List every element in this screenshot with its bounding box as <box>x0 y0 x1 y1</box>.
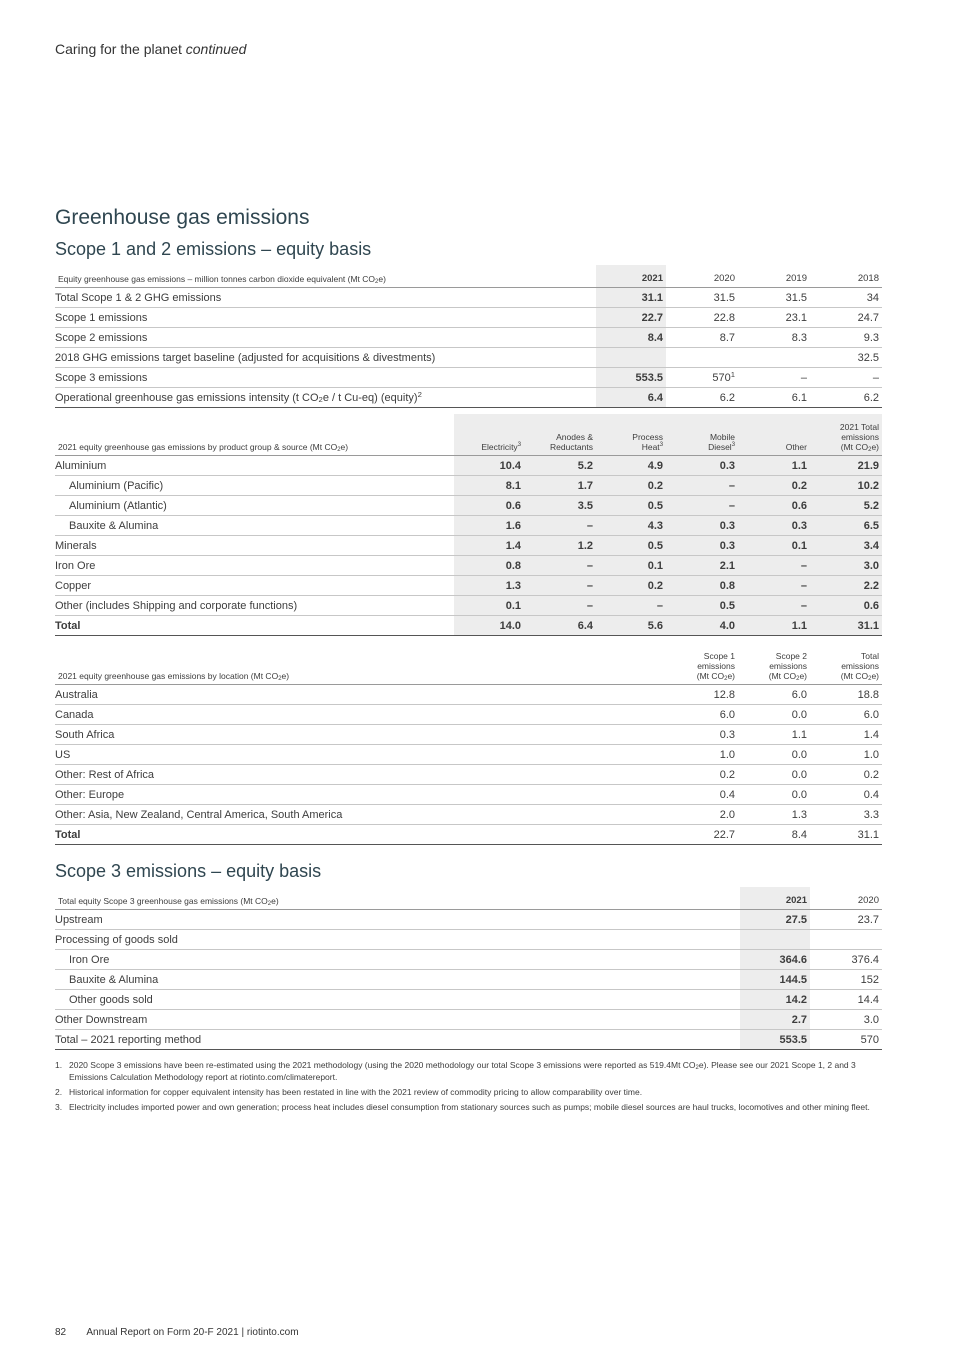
column-header: Anodes & Reductants <box>524 414 596 456</box>
report-title: Annual Report on Form 20-F 2021 <box>86 1327 239 1338</box>
table-row: Iron Ore 0.8 – 0.1 2.1 – 3.0 <box>55 556 882 576</box>
table-row: Aluminium 10.4 5.2 4.9 0.3 1.1 21.9 <box>55 456 882 476</box>
table-header-row <box>55 265 882 288</box>
table-header-row <box>55 643 882 685</box>
table-header-row <box>55 414 882 456</box>
table-row: Bauxite & Alumina 144.5 152 <box>55 970 882 990</box>
table-row: Processing of goods sold <box>55 930 882 950</box>
main-heading: Greenhouse gas emissions <box>55 206 310 229</box>
table-row: Iron Ore 364.6 376.4 <box>55 950 882 970</box>
table-row: Copper 1.3 – 0.2 0.8 – 2.2 <box>55 576 882 596</box>
table-header-row <box>55 887 882 910</box>
table-caption: Equity greenhouse gas emissions – million tonnes carbon dioxide equivalent (Mt $CO_2e$) <box>55 265 596 288</box>
table-row: Aluminium (Pacific) 8.1 1.7 0.2 – 0.2 10.2 <box>55 476 882 496</box>
column-header: Other <box>738 414 810 456</box>
scope3-heading: Scope 3 emissions – equity basis <box>55 861 322 881</box>
year-header: 2021 <box>740 887 810 910</box>
table-row: Scope 3 emissions 553.5 $570^1$ – – <box>55 368 882 388</box>
scope12-table <box>55 265 882 408</box>
table-row: Other goods sold 14.2 14.4 <box>55 990 882 1010</box>
table-row: Upstream 27.5 23.7 <box>55 910 882 930</box>
table-row: Other: Rest of Africa 0.2 0.0 0.2 <box>55 765 882 785</box>
footnote: 3. Electricity includes imported power and own generation; process heat includes diesel consumption from stationary sources such as pumps; mobile diesel sources are haul trucks, locomotives and other mining fleet. <box>55 1102 870 1112</box>
table-row: Operational greenhouse gas emissions intensity (t $CO_2e$ / t Cu-eq) (equity)$^2$ 6.4 6.2 6.1 6.2 <box>55 388 882 408</box>
column-header: 2021 Total emissions (Mt $CO_2e$) <box>810 414 882 456</box>
page-footer <box>55 1327 299 1338</box>
table-row: 2018 GHG emissions target baseline (adjusted for acquisitions & divestments) 32.5 <box>55 348 882 368</box>
table-caption: 2021 equity greenhouse gas emissions by location (Mt $CO_2e$) <box>55 643 668 685</box>
table-row: Minerals 1.4 1.2 0.5 0.3 0.1 3.4 <box>55 536 882 556</box>
page-number: 82 <box>55 1327 67 1338</box>
location-table <box>55 643 882 845</box>
table-row: Total Scope 1 & 2 GHG emissions 31.1 31.5 31.5 34 <box>55 288 882 308</box>
year-header: 2018 <box>810 265 882 288</box>
product-group-table <box>55 414 882 636</box>
table-row: Other: Asia, New Zealand, Central America, South America 2.0 1.3 3.3 <box>55 805 882 825</box>
footnotes <box>55 1059 882 1116</box>
footer-separator: | <box>241 1327 245 1338</box>
column-header: Total emissions (Mt $CO_2e$) <box>810 643 882 685</box>
scope12-heading: Scope 1 and 2 emissions – equity basis <box>55 239 372 259</box>
table-row: Australia 12.8 6.0 18.8 <box>55 685 882 705</box>
table-row: Other: Europe 0.4 0.0 0.4 <box>55 785 882 805</box>
table-row: Bauxite & Alumina 1.6 – 4.3 0.3 0.3 6.5 <box>55 516 882 536</box>
year-header: 2020 <box>810 887 882 910</box>
table-caption: Total equity Scope 3 greenhouse gas emissions (Mt $CO_2e$) <box>55 887 740 910</box>
page-header <box>55 41 246 57</box>
table-caption: 2021 equity greenhouse gas emissions by product group & source (Mt $CO_2e$) <box>55 414 454 456</box>
table-total-row: Total – 2021 reporting method 553.5 570 <box>55 1030 882 1050</box>
table-row: US 1.0 0.0 1.0 <box>55 745 882 765</box>
year-header: 2021 <box>596 265 666 288</box>
year-header: 2019 <box>738 265 810 288</box>
table-row: Aluminium (Atlantic) 0.6 3.5 0.5 – 0.6 5.2 <box>55 496 882 516</box>
table-row: Other (includes Shipping and corporate functions) 0.1 – – 0.5 – 0.6 <box>55 596 882 616</box>
table-row: South Africa 0.3 1.1 1.4 <box>55 725 882 745</box>
year-header: 2020 <box>666 265 738 288</box>
table-row: Scope 2 emissions 8.4 8.7 8.3 9.3 <box>55 328 882 348</box>
table-row: Other Downstream 2.7 3.0 <box>55 1010 882 1030</box>
section-title-suffix: continued <box>185 41 247 57</box>
column-header: Scope 2 emissions (Mt $CO_2e$) <box>738 643 810 685</box>
table-total-row: Total 14.0 6.4 5.6 4.0 1.1 31.1 <box>55 616 882 636</box>
footnote: 1. 2020 Scope 3 emissions have been re-estimated using the 2021 methodology (using the 2020 methodology our total Scope 3 emissions were reported as 519.4Mt $CO_2e$). Please see our 2021 Scope 1, 2 and 3 Emissions Calculation Methodology report at riotinto.com/climatereport. <box>55 1060 856 1082</box>
column-header: Mobile Diesel$^3$ <box>666 414 738 456</box>
table-total-row: Total 22.7 8.4 31.1 <box>55 825 882 845</box>
footnote: 2. Historical information for copper equivalent intensity has been restated in line with the 2021 review of commodity pricing to allow comparability over time. <box>55 1087 643 1097</box>
column-header: Scope 1 emissions (Mt $CO_2e$) <box>668 643 738 685</box>
table-row: Canada 6.0 0.0 6.0 <box>55 705 882 725</box>
table-row: Scope 1 emissions 22.7 22.8 23.1 24.7 <box>55 308 882 328</box>
scope3-table <box>55 887 882 1050</box>
section-title: Caring for the planet <box>55 41 182 57</box>
column-header: Electricity$^3$ <box>454 414 524 456</box>
column-header: Process Heat$^3$ <box>596 414 666 456</box>
footer-site: riotinto.com <box>246 1327 299 1338</box>
